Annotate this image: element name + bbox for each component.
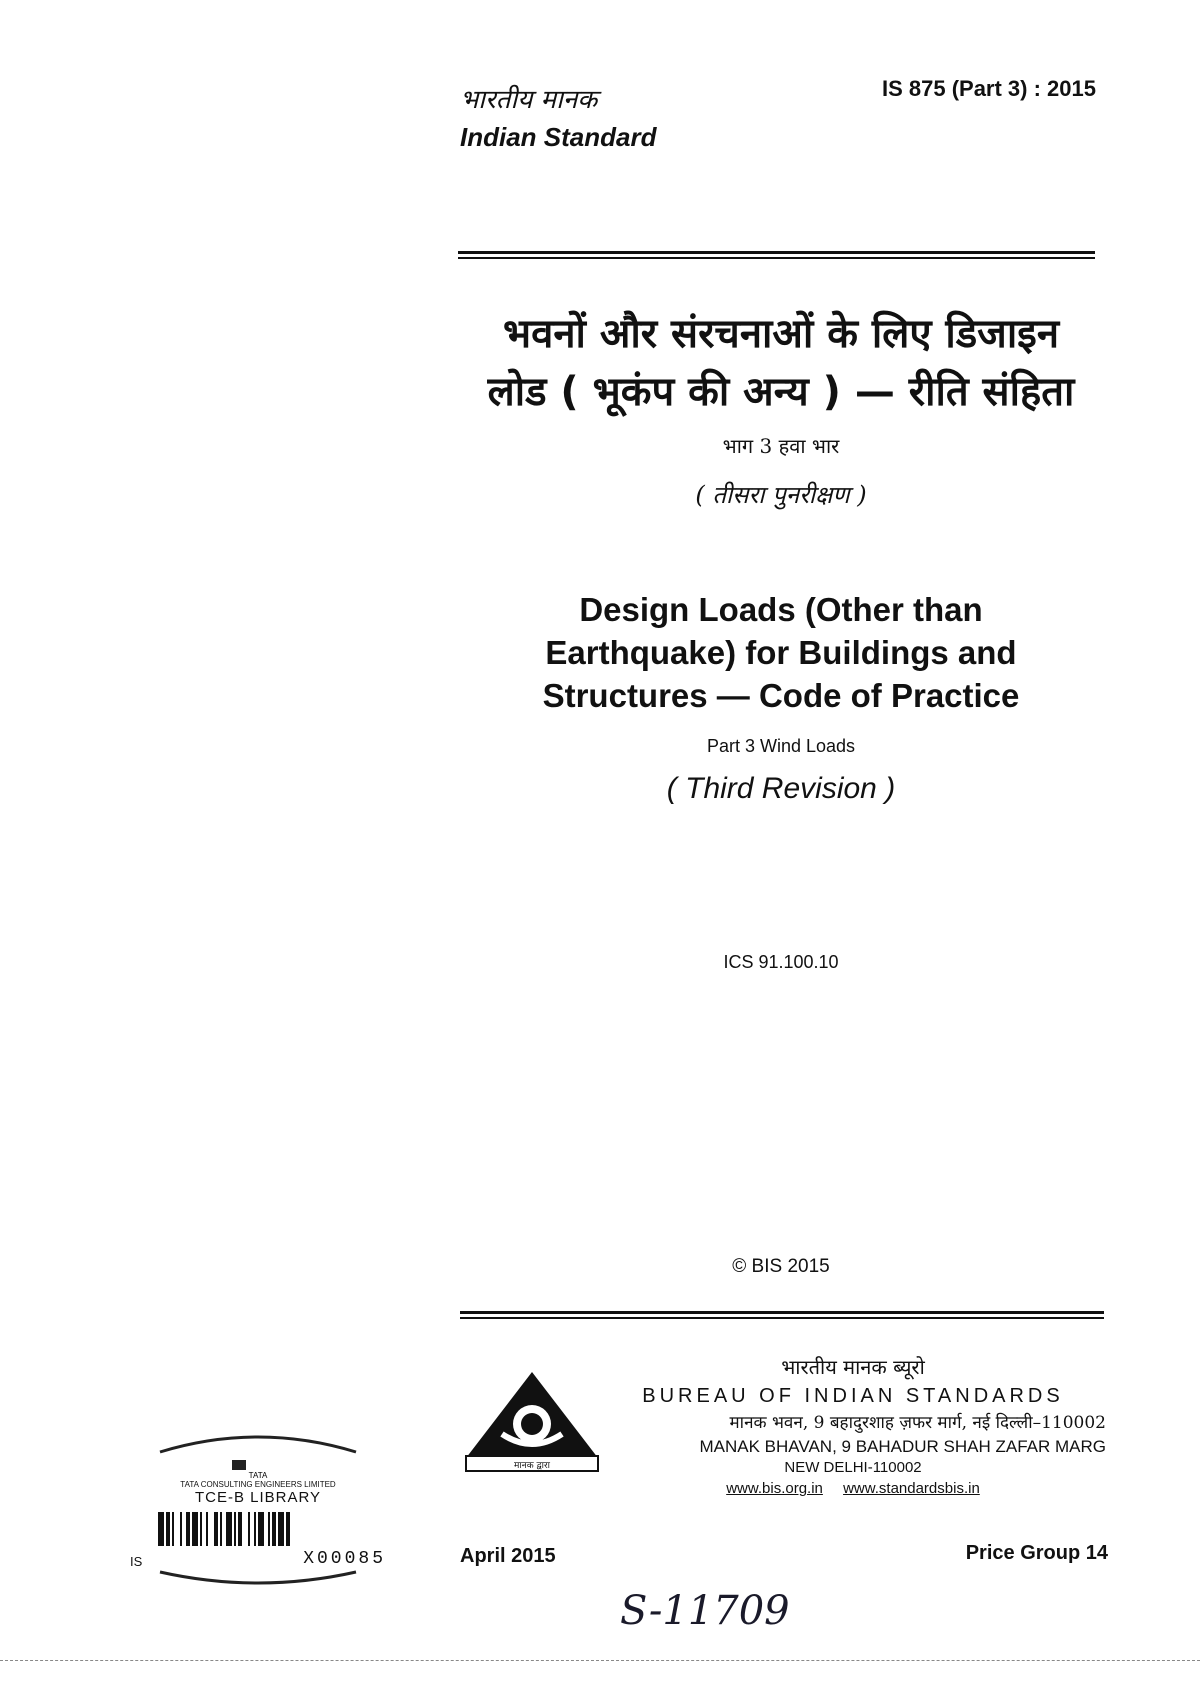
- issue-date: April 2015: [460, 1545, 556, 1567]
- barcode-bar: [286, 1512, 290, 1546]
- barcode-bar: [254, 1512, 256, 1546]
- copyright: © BIS 2015: [732, 1256, 830, 1277]
- stamp-company: TATA CONSULTING ENGINEERS LIMITED: [180, 1480, 336, 1489]
- bis-logo-caption: मानक द्वारा: [514, 1461, 550, 1471]
- barcode-bar: [186, 1512, 190, 1546]
- price-group: Price Group 14: [965, 1542, 1108, 1564]
- publisher-address-english: MANAK BHAVAN, 9 BAHADUR SHAH ZAFAR MARG: [699, 1437, 1106, 1456]
- website-link-bis[interactable]: www.bis.org.in: [726, 1480, 823, 1497]
- barcode-bar: [278, 1512, 284, 1546]
- barcode-bar: [158, 1512, 164, 1546]
- barcode-bar: [214, 1512, 218, 1546]
- barcode-bar: [226, 1512, 232, 1546]
- hindi-title: [458, 305, 1104, 421]
- barcode-bar: [200, 1512, 202, 1546]
- hindi-part: भाग 3 हवा भार: [722, 434, 840, 458]
- stamp-tata-mark: TATA: [248, 1471, 268, 1480]
- barcode-bar: [272, 1512, 276, 1546]
- header-hindi-label: भारतीय मानक: [460, 85, 598, 115]
- publisher-divider: [460, 1311, 1104, 1319]
- publisher-name-hindi: भारतीय मानक ब्यूरो: [781, 1355, 925, 1379]
- barcode-bar: [220, 1512, 222, 1546]
- barcode-bar: [234, 1512, 236, 1546]
- publisher-links: [600, 1478, 1106, 1500]
- publisher-city: NEW DELHI-110002: [784, 1459, 922, 1476]
- english-revision: ( Third Revision ): [666, 772, 896, 805]
- barcode-bar: [192, 1512, 198, 1546]
- english-title: [458, 588, 1104, 717]
- publisher-address-hindi: मानक भवन, 9 बहादुरशाह ज़फर मार्ग, नई दिल्ली–110002: [729, 1413, 1106, 1433]
- english-part: Part 3 Wind Loads: [706, 736, 856, 756]
- barcode-bar: [166, 1512, 170, 1546]
- barcode-bar: [206, 1512, 208, 1546]
- ics-code: ICS 91.100.10: [723, 952, 839, 972]
- hindi-title-line2: लोड ( भूकंप की अन्य ) — रीति संहिता: [487, 369, 1075, 415]
- barcode-bar: [258, 1512, 264, 1546]
- stamp-prefix: IS: [130, 1554, 143, 1569]
- hindi-revision: ( तीसरा पुनरीक्षण ): [695, 481, 867, 509]
- barcode-bar: [172, 1512, 174, 1546]
- barcode-bar: [238, 1512, 242, 1546]
- stamp-library: TCE-B LIBRARY: [194, 1489, 322, 1506]
- website-link-standardsbis[interactable]: www.standardsbis.in: [843, 1480, 980, 1497]
- top-divider: [458, 251, 1095, 259]
- publisher-name-english: BUREAU OF INDIAN STANDARDS: [642, 1385, 1064, 1407]
- library-stamp: [130, 1418, 386, 1588]
- barcode-bar: [268, 1512, 270, 1546]
- english-title-line2: Earthquake) for Buildings and: [545, 634, 1017, 671]
- standard-number: IS 875 (Part 3) : 2015: [881, 76, 1096, 101]
- barcode-bar: [248, 1512, 250, 1546]
- barcode-icon: [158, 1512, 368, 1546]
- barcode-bar: [180, 1512, 182, 1546]
- bottom-scan-line: [0, 1660, 1200, 1661]
- english-title-line3: Structures — Code of Practice: [542, 677, 1020, 714]
- stamp-code: X00085: [303, 1549, 386, 1569]
- publisher-block: [600, 1352, 1106, 1500]
- bis-logo-icon: [462, 1368, 602, 1474]
- hindi-title-line1: भवनों और संरचनाओं के लिए डिजाइन: [502, 311, 1060, 357]
- handwritten-note: S-11709: [620, 1588, 790, 1634]
- header-english-label: Indian Standard: [460, 122, 657, 152]
- english-title-line1: Design Loads (Other than: [579, 591, 983, 628]
